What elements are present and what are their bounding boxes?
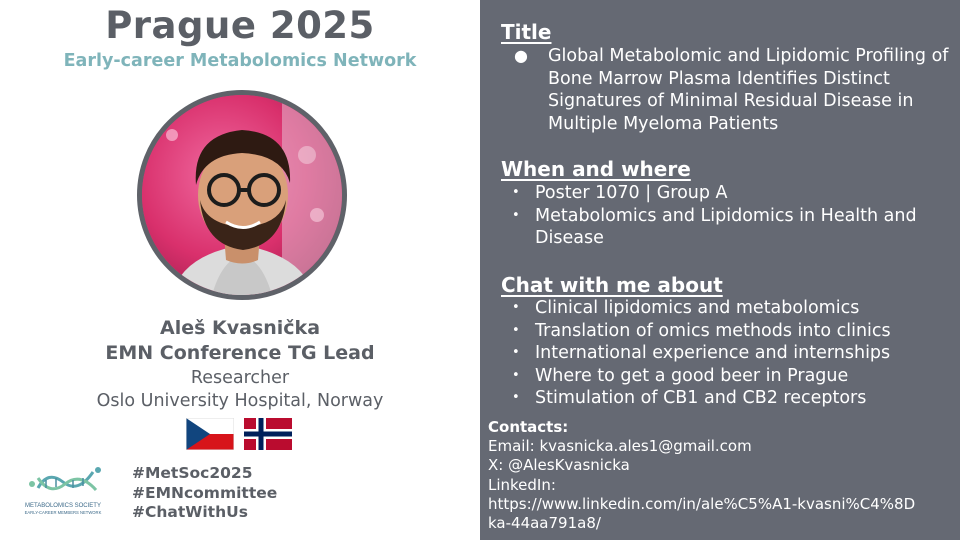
poster-title: Global Metabolomic and Lipidomic Profiling of Bone Marrow Plasma Identifies Distinct Signatures of Minimal Residual Disease in Multiple Myeloma Patients xyxy=(548,46,949,134)
right-panel xyxy=(480,0,960,540)
bullet-icon: • xyxy=(512,390,520,405)
list-item-text: International experience and internships xyxy=(535,343,891,363)
title-list xyxy=(500,45,955,135)
profile-role: EMN Conference TG Lead xyxy=(105,342,375,364)
hashtag: #EMNcommittee xyxy=(132,483,278,502)
list-item xyxy=(500,342,955,365)
hashtag: #MetSoc2025 xyxy=(132,464,253,482)
bullet-icon: • xyxy=(512,367,520,383)
list-item-text: Clinical lipidomics and metabolomics xyxy=(535,298,860,318)
profile-name: Aleš Kvasnička xyxy=(159,317,321,339)
list-item xyxy=(500,182,955,205)
czech-flag-icon xyxy=(186,418,234,450)
list-item xyxy=(500,45,955,135)
bullet-icon: • xyxy=(512,185,520,200)
profile-photo xyxy=(142,95,342,295)
contact-linkedin-url[interactable]: https://www.linkedin.com/in/ale%C5%A1-kvasni%C4%8D xyxy=(488,494,916,513)
contact-email[interactable]: Email: kvasnicka.ales1@gmail.com xyxy=(488,437,752,456)
list-item xyxy=(500,320,955,343)
contact-linkedin-url-continued[interactable]: ka-44aa791a8/ xyxy=(488,514,601,533)
list-item-text: Metabolomics and Lipidomics in Health and Disease xyxy=(535,205,917,248)
logo-line-1: METABOLOMICS SOCIETY xyxy=(25,503,101,509)
bullet-icon: ● xyxy=(514,46,528,65)
profile-info xyxy=(0,316,480,413)
chat-heading: Chat with me about xyxy=(501,273,723,297)
bullet-icon: • xyxy=(512,345,520,360)
list-item-text: Stimulation of CB1 and CB2 receptors xyxy=(535,388,867,408)
hashtag: #ChatWithUs xyxy=(132,503,248,521)
list-item xyxy=(500,205,955,250)
list-item xyxy=(500,365,955,388)
bullet-icon: • xyxy=(512,322,520,338)
logo-line-2: EARLY-CAREER MEMBERS NETWORK xyxy=(24,510,102,515)
avatar xyxy=(137,90,347,300)
profile-position: Researcher xyxy=(190,368,290,388)
contact-linkedin-label: LinkedIn: xyxy=(488,475,556,494)
title-heading: Title xyxy=(501,20,552,44)
list-item-text: Translation of omics methods into clinics xyxy=(535,320,891,341)
bullet-icon: • xyxy=(512,207,520,223)
metabolomics-society-logo xyxy=(18,460,108,520)
list-item-text: Poster 1070 | Group A xyxy=(535,183,728,203)
hashtags xyxy=(132,464,277,523)
profile-affiliation: Oslo University Hospital, Norway xyxy=(96,391,384,411)
list-item xyxy=(500,297,955,320)
list-item xyxy=(500,387,955,410)
contacts-heading: Contacts: xyxy=(488,418,569,436)
page-subtitle: Early-career Metabolomics Network xyxy=(63,51,417,71)
list-item-text: Where to get a good beer in Prague xyxy=(535,365,849,386)
when-where-heading: When and where xyxy=(501,157,691,181)
page-title: Prague 2025 xyxy=(105,4,375,47)
contact-x[interactable]: X: @AlesKvasnicka xyxy=(488,456,630,475)
chat-list xyxy=(500,297,955,410)
when-where-list xyxy=(500,182,955,250)
contacts xyxy=(488,418,954,533)
bullet-icon: • xyxy=(512,300,520,315)
norway-flag-icon xyxy=(244,418,292,450)
